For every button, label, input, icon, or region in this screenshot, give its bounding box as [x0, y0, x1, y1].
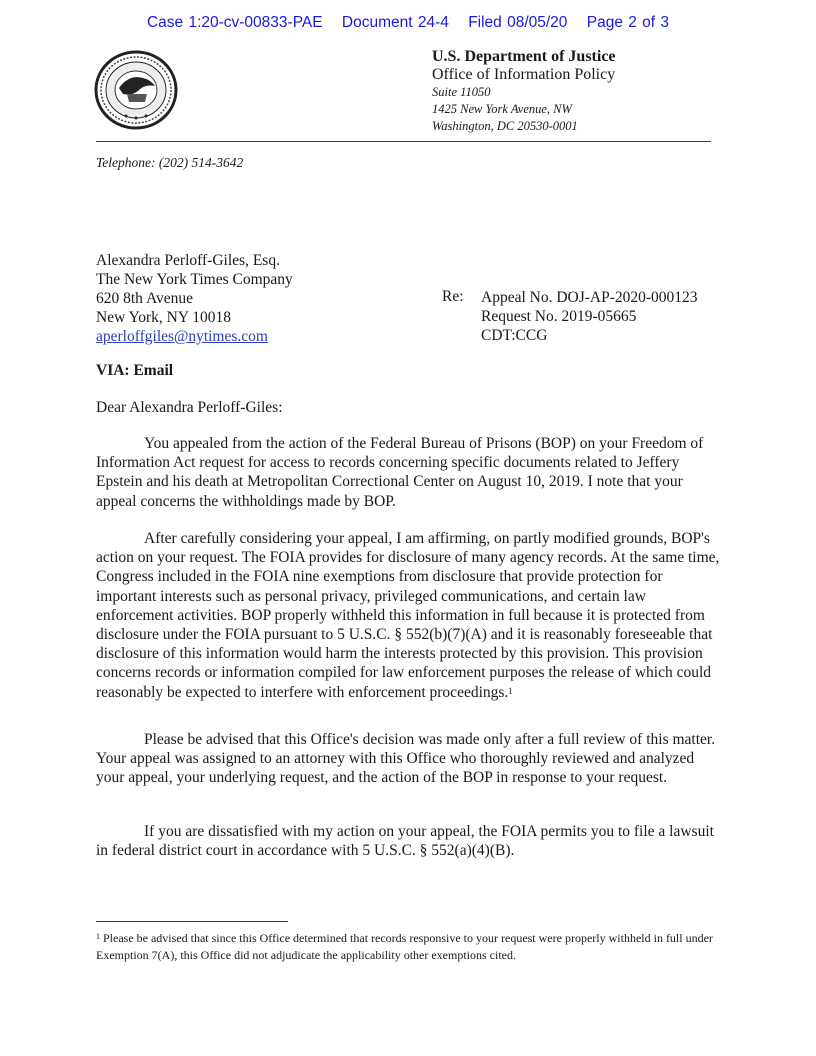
- footnote: [96, 930, 721, 963]
- letterhead-divider: [96, 141, 711, 142]
- footnote-reference[interactable]: 1: [508, 685, 513, 696]
- appeal-number: Appeal No. DOJ-AP-2020-000123: [481, 289, 698, 306]
- recipient-company: The New York Times Company: [96, 271, 293, 288]
- body-paragraph: If you are dissatisfied with my action on your appeal, the FOIA permits you to file a lawsuit in federal district court in accordance with 5 U.S.C. § 552(a)(4)(B).: [96, 823, 714, 860]
- recipient-street: 620 8th Avenue: [96, 290, 194, 307]
- footnote-divider: [96, 921, 288, 922]
- office-name: Office of Information Policy: [432, 66, 616, 83]
- letterhead: [432, 48, 616, 135]
- recipient-name: Alexandra Perloff-Giles, Esq.: [96, 252, 280, 269]
- footnote-text: Please be advised that since this Office determined that records responsive to your request were properly withheld in full under Exemption 7(A), this Office did not adjudicate the applicability other exemptions cited.: [96, 931, 713, 962]
- body-paragraph: You appealed from the action of the Federal Bureau of Prisons (BOP) on your Freedom of Information Act request for access to records concerning specific documents related to Jeffery Epstein and his death at Metropolitan Correctional Center on August 10, 2019. I note that your appeal concerns the withholdings made by BOP.: [96, 435, 704, 510]
- body-paragraph: After carefully considering your appeal, I am affirming, on partly modified grounds, BOP's action on your request. The FOIA provides for disclosure of many agency records. At the same time, Congress included in the FOIA nine exemptions from disclosure that provide protection for important interests such as personal privacy, privileged communications, and certain law enforcement activities. BOP properly withheld this information in full because it is protected from disclosure under the FOIA pursuant to 5 U.S.C. § 552(b)(7)(A) and it is reasonably foreseeable that disclosure of this information would harm the interests protected by this provision. This provision concerns records or information compiled for law enforcement purposes the release of which could reasonably be expected to interfere with enforcement proceedings.$^1$: [96, 530, 720, 701]
- doj-seal-icon: [93, 50, 179, 130]
- case-number: Case 1:20-cv-00833-PAE: [146, 14, 323, 31]
- reference-block: [481, 288, 698, 345]
- office-street: 1425 New York Avenue, NW: [432, 102, 572, 116]
- reference-code: CDT:CCG: [481, 327, 548, 344]
- footnote-marker: 1: [96, 932, 100, 941]
- court-filing-stamp: [0, 14, 816, 32]
- office-city: Washington, DC 20530-0001: [432, 119, 578, 133]
- recipient-address: [96, 251, 293, 346]
- salutation: Dear Alexandra Perloff-Giles:: [96, 399, 283, 416]
- request-number: Request No. 2019-05665: [481, 308, 637, 325]
- filed-date: Filed 08/05/20: [468, 14, 568, 31]
- department-name: U.S. Department of Justice: [432, 48, 616, 65]
- telephone: Telephone: (202) 514-3642: [96, 155, 244, 170]
- office-suite: Suite 11050: [432, 85, 491, 99]
- recipient-email-link[interactable]: aperloffgiles@nytimes.com: [96, 328, 268, 345]
- recipient-city: New York, NY 10018: [96, 309, 232, 326]
- document-number: Document 24-4: [341, 14, 449, 31]
- body-paragraph: Please be advised that this Office's decision was made only after a full review of this matter. Your appeal was assigned to an attorney with this Office who thoroughly reviewed and analyzed your appeal, your underlying request, and the action of the BOP in response to your request.: [96, 731, 716, 787]
- page-number: Page 2 of 3: [586, 14, 670, 31]
- reference-label: Re:: [442, 288, 464, 305]
- delivery-method: VIA: Email: [96, 362, 174, 379]
